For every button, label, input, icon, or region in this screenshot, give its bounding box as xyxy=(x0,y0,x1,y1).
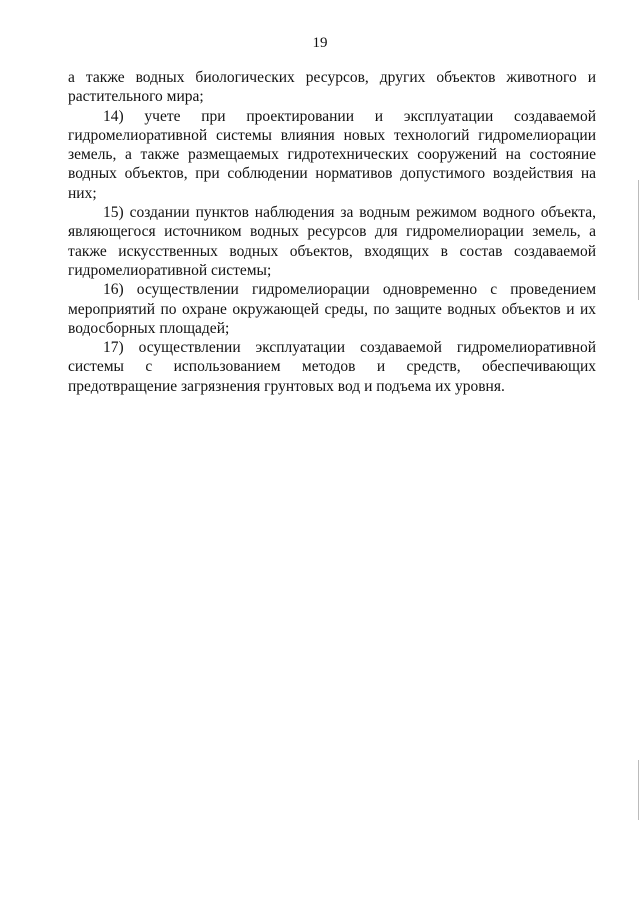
paragraph-item-17: 17) осуществлении эксплуатации создаваемой гидромелиоративной системы с использованием методов и средств, обеспечивающих предотвращение загрязнения грунтовых вод и подъема их уровня. xyxy=(68,339,596,395)
paragraph-item-16: 16) осуществлении гидромелиорации одновременно с проведением мероприятий по охране окружающей среды, по защите водных объектов и их водосборных площадей; xyxy=(68,281,596,337)
paragraph-item-15: 15) создании пунктов наблюдения за водным режимом водного объекта, являющегося источником водных ресурсов для гидромелиорации земель, а также искусственных водных объектов, входящих в состав создаваемой гидромелиоративной системы; xyxy=(68,204,596,279)
scan-edge-line xyxy=(638,180,639,300)
page-number: 19 xyxy=(312,35,328,51)
document-body xyxy=(68,68,596,396)
scan-edge-line xyxy=(638,760,639,820)
paragraph-continuation: а также водных биологических ресурсов, других объектов животного и растительного мира; xyxy=(68,69,596,106)
paragraph-item-14: 14) учете при проектировании и эксплуатации создаваемой гидромелиоративной системы влияния новых технологий гидромелиорации земель, а также размещаемых гидротехнических сооружений на состояние водных объектов, при соблюдении нормативов допустимого воздействия на них; xyxy=(68,107,596,202)
